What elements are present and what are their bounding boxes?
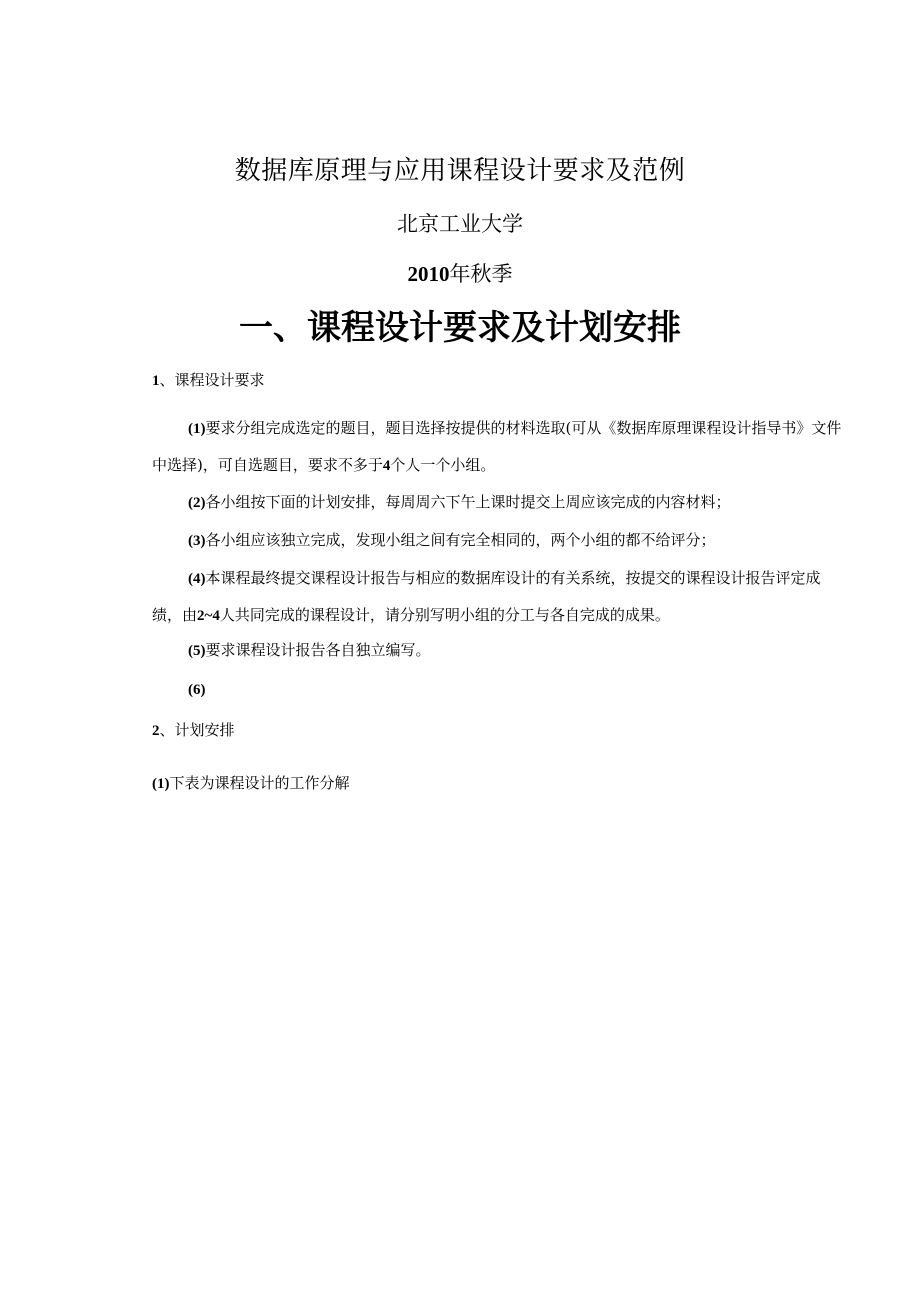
requirement-3-text: 各小组应该独立完成，发现小组之间有完全相同的，两个小组的都不给评分； bbox=[205, 531, 716, 549]
requirement-3-number: (3) bbox=[188, 533, 206, 549]
requirement-4-range: 2~4 bbox=[197, 608, 220, 624]
institution-name: 北京工业大学 bbox=[397, 212, 523, 236]
section-heading-1: 一、课程设计要求及计划安排 bbox=[239, 308, 681, 348]
requirement-1-text-tail: 个人一个小组。 bbox=[390, 456, 496, 474]
requirement-4-text: 本课程最终提交课程设计报告与相应的数据库设计的有关系统，按提交的课程设计报告评定成绩，由 bbox=[152, 569, 821, 624]
requirement-6 bbox=[188, 680, 206, 699]
requirement-1-count: 4 bbox=[382, 458, 391, 474]
requirement-2 bbox=[152, 484, 842, 521]
plan-item-1-text: 下表为课程设计的工作分解 bbox=[169, 774, 350, 792]
requirement-1-text: 要求分组完成选定的题目，题目选择按提供的材料选取(可从《数据库原理课程设计指导书》文件中选择)，可自选题目，要求不多于 bbox=[152, 419, 842, 474]
term-season: 年秋季 bbox=[449, 262, 513, 286]
term-line bbox=[0, 258, 920, 288]
subsection-2-number: 2 bbox=[152, 723, 160, 739]
subsection-2-label: 、计划安排 bbox=[159, 721, 235, 739]
requirement-1 bbox=[152, 410, 842, 484]
requirement-1-number: (1) bbox=[188, 421, 206, 437]
document-title: 数据库原理与应用课程设计要求及范例 bbox=[234, 156, 686, 186]
plan-item-1 bbox=[152, 772, 350, 793]
requirement-5-text: 要求课程设计报告各自独立编写。 bbox=[205, 641, 431, 659]
subsection-heading-requirements bbox=[152, 369, 265, 390]
requirement-4 bbox=[152, 560, 842, 634]
requirement-4-text-tail: 人共同完成的课程设计，请分别写明小组的分工与各自完成的成果。 bbox=[219, 606, 670, 624]
plan-item-1-number: (1) bbox=[152, 776, 170, 792]
subsection-number: 1 bbox=[152, 373, 160, 389]
requirement-5-number: (5) bbox=[188, 643, 206, 659]
requirement-2-text: 各小组按下面的计划安排，每周周六下午上课时提交上周应该完成的内容材料； bbox=[205, 493, 731, 511]
requirement-3 bbox=[152, 522, 842, 559]
requirement-5 bbox=[152, 632, 842, 669]
requirement-4-number: (4) bbox=[188, 571, 206, 587]
subsection-label: 、课程设计要求 bbox=[159, 371, 265, 389]
requirement-2-number: (2) bbox=[188, 495, 206, 511]
subsection-heading-plan bbox=[152, 719, 235, 740]
term-year: 2010 bbox=[407, 262, 450, 286]
requirement-6-number: (6) bbox=[188, 682, 206, 698]
